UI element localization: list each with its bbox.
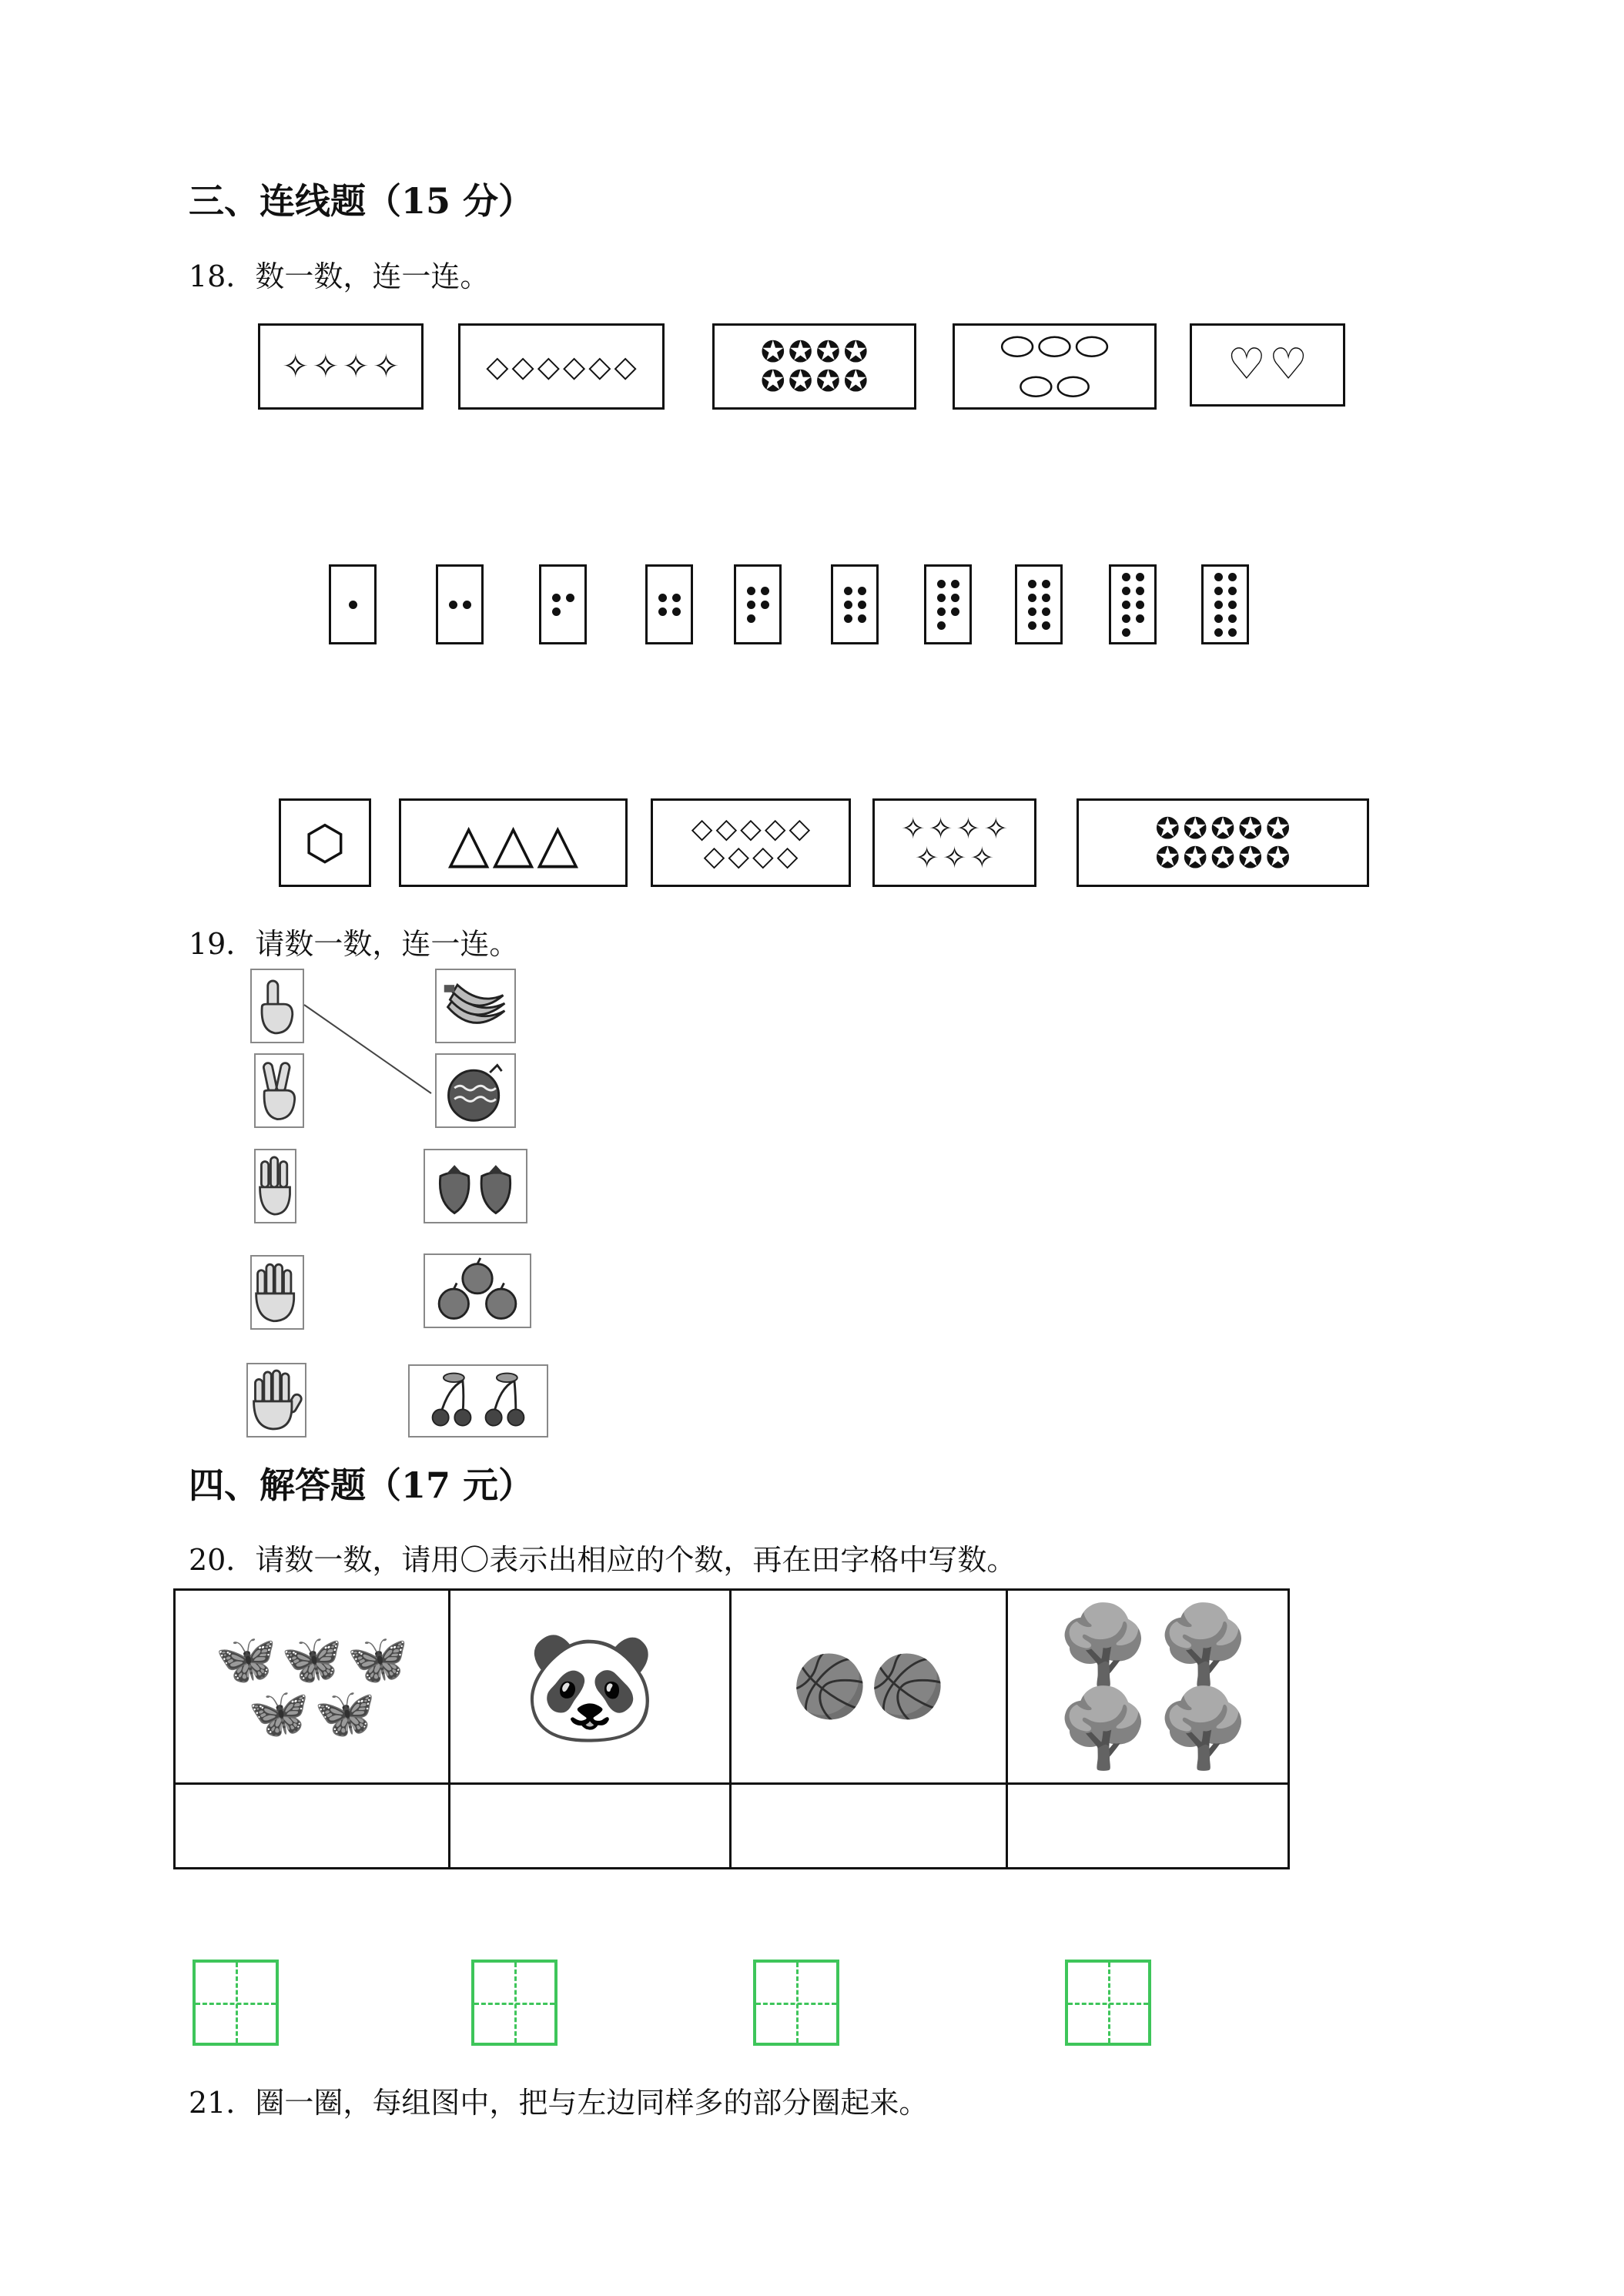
panda-icon: 🐼 [522,1623,658,1749]
count-symbol-icon: ✪ [1183,811,1208,845]
basketballs-cell [731,1590,1007,1784]
butterfly-icon: 🦋 [347,1631,409,1689]
count-symbol-icon: ✪ [843,364,869,398]
butterfly-icon: 🦋 [248,1685,310,1742]
answer-cell-3[interactable] [731,1784,1007,1869]
count-symbol-icon: ◇ [728,840,749,872]
count-symbol-icon: ✪ [1265,811,1291,845]
tree-icon: 🌳 [1055,1682,1152,1773]
count-symbol-icon: ✪ [1155,811,1180,845]
section-3-title: 三、连线题（15 分） [189,180,534,222]
count-symbol-icon: ◇ [715,812,738,845]
count-symbol-icon: ⬭ [1056,363,1090,410]
butterflies-cell [175,1590,450,1784]
count-symbol-icon: ◇ [703,840,725,872]
count-symbol-icon: ✧ [900,811,926,845]
count-symbol-icon: ✪ [1155,840,1180,875]
answer-table [173,1588,1290,1869]
count-symbol-icon: ✧ [372,347,400,385]
answer-cell-4[interactable] [1007,1784,1289,1869]
count-symbol-icon: ✧ [914,840,939,875]
butterfly-icon: 🦋 [281,1631,343,1689]
question-18: 18．数一数，连一连。 [189,259,490,293]
count-symbol-icon: ◇ [740,812,762,845]
tian-grid-2[interactable] [471,1960,558,2046]
count-symbol-icon: ✧ [942,840,967,875]
count-symbol-icon: ⬭ [1037,323,1072,370]
count-symbol-icon: ◇ [776,840,799,872]
trees-cell [1007,1590,1289,1784]
count-symbol-icon: ◇ [486,350,509,383]
count-symbol-icon: △ [492,811,534,875]
tree-icon: 🌳 [1155,1682,1252,1773]
question-20: 20．请数一数，请用〇表示出相应的个数，再在田字格中写数。 [189,1543,1016,1577]
count-symbol-icon: ✪ [760,335,785,369]
count-symbol-icon: ⬭ [1019,363,1053,410]
count-symbol-icon: ♡ [1227,340,1266,390]
count-symbol-icon: ◇ [537,350,560,383]
count-symbol-icon: △ [447,811,490,875]
count-symbol-icon: ✪ [788,335,813,369]
count-symbol-icon: ✪ [843,335,869,369]
section-4-title: 四、解答题（17 元） [189,1464,534,1506]
tian-grid-1[interactable] [193,1960,279,2046]
count-symbol-icon: ✪ [760,364,785,398]
count-symbol-icon: ◇ [764,812,786,845]
count-symbol-icon: ◇ [588,350,611,383]
question-21: 21．圈一圈，每组图中，把与左边同样多的部分圈起来。 [189,2086,929,2120]
basketball-icon: 🏀 [870,1652,946,1722]
count-symbol-icon: ✪ [1265,840,1291,875]
answer-cell-2[interactable] [449,1784,730,1869]
count-symbol-icon: ✪ [1210,811,1235,845]
count-symbol-icon: ✪ [1237,811,1263,845]
tree-icon: 🌳 [1155,1599,1252,1690]
count-symbol-icon: ◇ [691,812,713,845]
answer-cell-1[interactable] [175,1784,450,1869]
question-19: 19．请数一数，连一连。 [189,927,519,961]
count-symbol-icon: ✪ [815,335,841,369]
count-symbol-icon: ✪ [1210,840,1235,875]
count-symbol-icon: ◇ [511,350,534,383]
panda-cell [449,1590,730,1784]
count-symbol-icon: ✪ [1237,840,1263,875]
butterfly-icon: 🦋 [313,1685,376,1742]
count-symbol-icon: △ [537,811,579,875]
count-symbol-icon: ✪ [1183,840,1208,875]
count-symbol-icon: ♡ [1269,340,1308,390]
count-symbol-icon: ◇ [563,350,586,383]
count-symbol-icon: ✪ [815,364,841,398]
count-symbol-icon: ✧ [956,811,981,845]
tian-grid-4[interactable] [1065,1960,1151,2046]
tree-icon: 🌳 [1055,1599,1152,1690]
count-symbol-icon: ✪ [788,364,813,398]
count-symbol-icon: ⬭ [1000,323,1035,370]
count-symbol-icon: ✧ [983,811,1009,845]
count-symbol-icon: ◇ [752,840,774,872]
count-symbol-icon: ◇ [789,812,811,845]
basketball-icon: 🏀 [792,1652,868,1722]
count-symbol-icon: ✧ [342,347,370,385]
butterfly-icon: 🦋 [215,1631,277,1689]
count-symbol-icon: ⬭ [1074,323,1110,370]
tian-grid-3[interactable] [753,1960,839,2046]
count-symbol-icon: ✧ [312,347,340,385]
count-symbol-icon: ✧ [969,840,995,875]
count-symbol-icon: ◇ [614,350,637,383]
count-symbol-icon: ✧ [282,347,310,385]
count-symbol-icon: ⬡ [303,814,347,871]
count-symbol-icon: ✧ [928,811,953,845]
